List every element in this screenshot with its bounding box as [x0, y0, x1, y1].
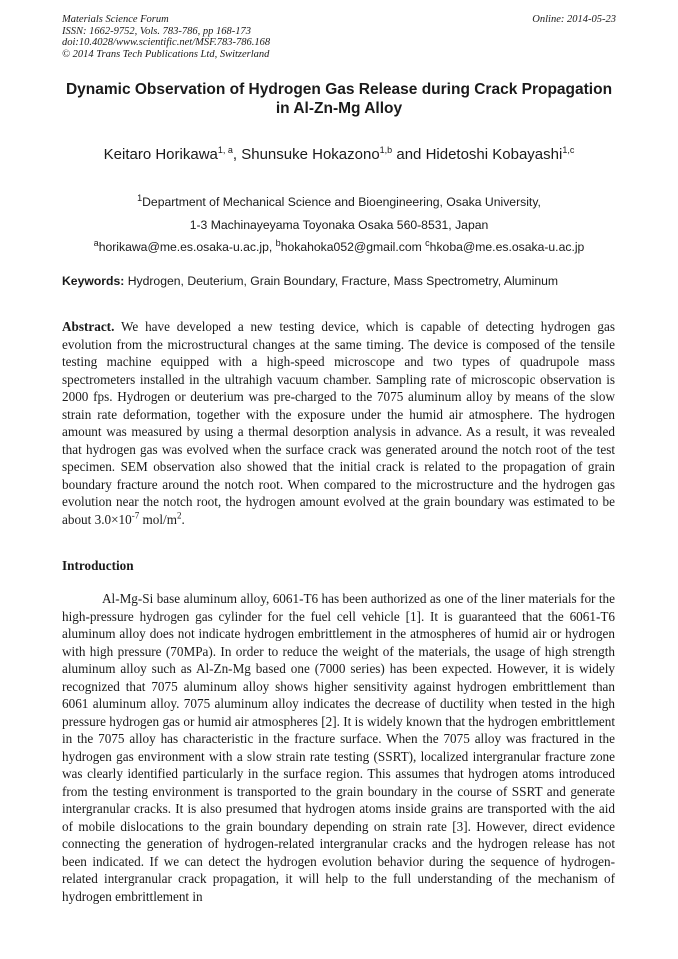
author-3: Hidetoshi Kobayashi: [425, 146, 563, 163]
abstract-unit: mol/m: [139, 511, 177, 527]
author-3-affil: 1,c: [562, 145, 575, 155]
author-list: [62, 146, 616, 163]
author-1: Keitaro Horikawa: [103, 146, 218, 163]
abstract-text: We have developed a new testing device, which is capable of detecting hydrogen gas evolution from the microstructural changes at the same timing. The device is composed of the tensile testing machine equipped with a high-speed microscope and two types of quadrupole mass spectrometers installed in the ultrahigh vacuum chamber. Sampling rate of microscopic observation is 2000 fps. Hydrogen or deuterium was pre-charged to the 7075 aluminum alloy by means of the slow strain rate deformation, together with the exposure under the humid air atmosphere. The hydrogen amount was measured by using a thermal desorption analysis in advance. As a result, it was revealed that hydrogen gas was evolved when the surface crack was generated around the notch root of the test specimen. SEM observation also showed that the initial crack is related to the propagation of grain boundary fracture around the notch root. When compared to the microstructure and the hydrogen gas evolution near the notch root, the hydrogen amount evolved at the grain boundary was estimated to be about 3.0×10: [62, 319, 615, 527]
abstract-unit-exponent: 2: [176, 510, 182, 521]
journal-name: Materials Science Forum: [62, 14, 169, 25]
doi-line[interactable]: doi:10.4028/www.scientific.net/MSF.783-786.168: [62, 37, 271, 48]
keywords-label: Keywords:: [62, 274, 125, 288]
author-2: Shunsuke Hokazono: [241, 146, 380, 163]
keywords-line: [62, 274, 616, 288]
email-a[interactable]: horikawa@me.es.osaka-u.ac.jp,: [98, 240, 276, 254]
issn-line: ISSN: 1662-9752, Vols. 783-786, pp 168-173: [62, 25, 251, 37]
online-date: Online: 2014-05-23: [532, 14, 616, 25]
journal-header: [62, 14, 616, 60]
affiliation-line-1: [62, 192, 616, 209]
introduction-heading: Introduction: [62, 558, 134, 573]
author-separator: ,: [232, 146, 238, 163]
email-b-marker: b: [275, 237, 281, 248]
affiliation-department: Department of Mechanical Science and Bioengineering, Osaka University,: [142, 195, 541, 209]
introduction-paragraph: Al-Mg-Si base aluminum alloy, 6061-T6 has been authorized as one of the liner materials for the high-pressure hydrogen gas cylinder for the fuel cell vehicle [1]. It is guaranteed that the 6061-T6 aluminum alloy does not indicate hydrogen embrittlement in the atmospheres of humid air or hydrogen with high pressure (70MPa). In order to reduce the weight of the materials, the usage of high strength aluminum alloy such as Al-Zn-Mg based one (7000 series) has been expected. However, it is widely recognized that 7075 aluminum alloy shows higher sensitivity against hydrogen embrittlement than 6061 aluminum alloy. 7075 aluminum alloy indicates the decrease of ductility when tested in the high pressure hydrogen gas or humid air atmospheres [2]. It is widely known that the hydrogen embrittlement in the 7075 alloy has characteristic in the fracture surface. When the 7075 alloy was fractured in the hydrogen gas environment with a slow strain rate testing (SSRT), localized intergranular fracture zone was clearly identified particularly in the surface region. This assumes that hydrogen atoms introduced from the testing environment is transported to the grain boundary in the course of SSRT and generate intergranular cracks. It is also presumed that hydrogen atoms inside grains are transported with the aid of mobile dislocations to the grain boundary depending on strain rate [3]. However, direct evidence connecting the generation of hydrogen-related intergranular cracks and the hydrogen release has not been indicated. If we can detect the hydrogen evolution behavior during the sequence of hydrogen-related intergranular crack propagation, it will help to the full understanding of the mechanism of hydrogen embrittlement in: [62, 591, 615, 904]
affiliation-marker: 1: [137, 192, 143, 203]
abstract-end: .: [181, 511, 185, 527]
email-b[interactable]: hokahoka052@gmail.com: [280, 240, 426, 254]
keywords-text: Hydrogen, Deuterium, Grain Boundary, Fracture, Mass Spectrometry, Aluminum: [124, 274, 559, 288]
abstract-paragraph: [62, 318, 615, 528]
author-1-affil: 1, a: [217, 145, 233, 155]
email-c[interactable]: hkoba@me.es.osaka-u.ac.jp: [429, 240, 585, 254]
paper-title: Dynamic Observation of Hydrogen Gas Release during Crack Propagation in Al-Zn-Mg Alloy: [65, 81, 613, 117]
email-a-marker: a: [93, 237, 99, 248]
abstract-label: Abstract.: [62, 319, 115, 334]
abstract-exponent: -7: [131, 510, 140, 521]
affiliation-line-2: 1-3 Machinayeyama Toyonaka Osaka 560-8531, Japan: [189, 218, 489, 232]
email-line: [62, 237, 616, 254]
author-2-affil: 1,b: [379, 145, 393, 155]
email-c-marker: c: [425, 237, 430, 248]
copyright-line: © 2014 Trans Tech Publications Ltd, Switzerland: [62, 48, 270, 60]
author-separator: and: [392, 146, 426, 163]
